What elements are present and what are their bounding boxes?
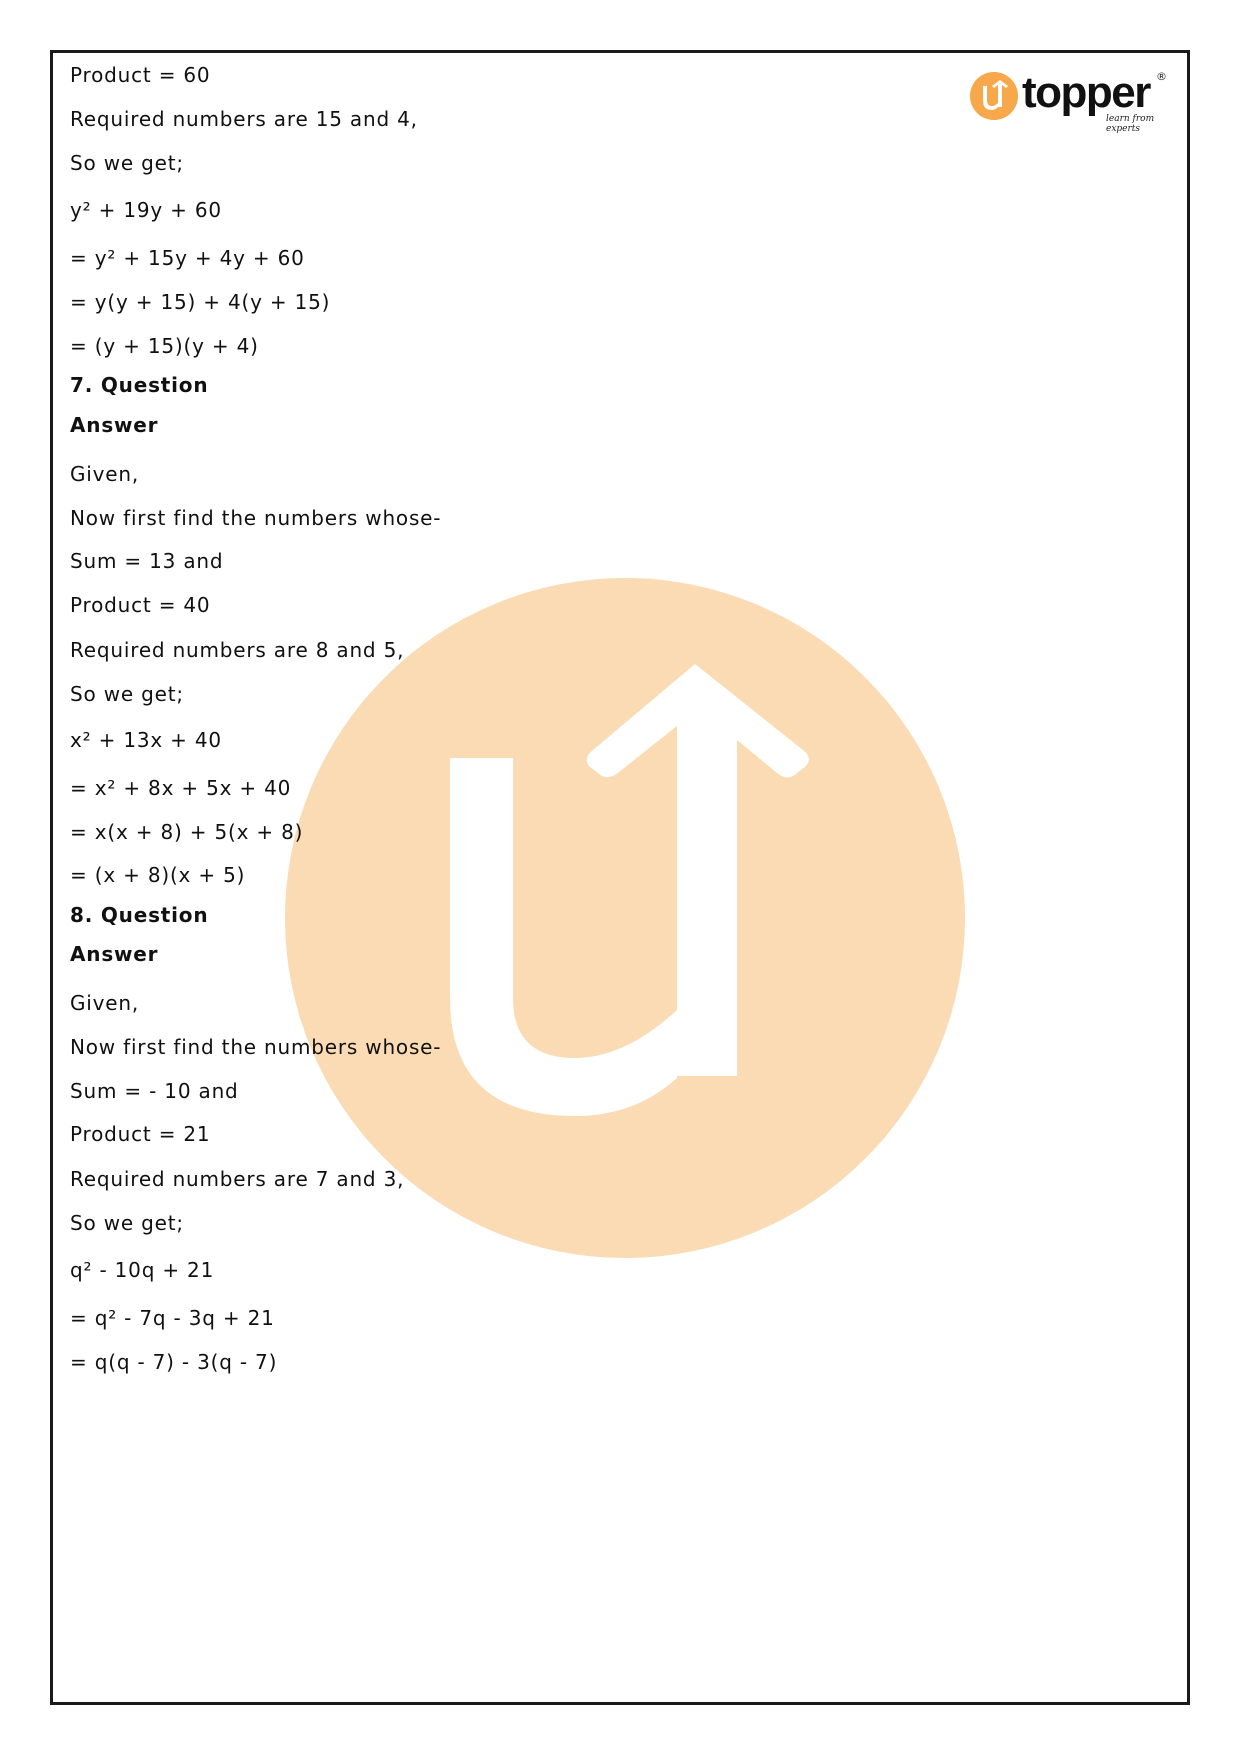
text-line: Product = 40 <box>70 593 211 617</box>
text-line: Product = 60 <box>70 63 211 87</box>
text-line: Sum = 13 and <box>70 549 224 573</box>
text-line: Required numbers are 15 and 4, <box>70 107 418 131</box>
equation-line: = q² - 7q - 3q + 21 <box>70 1306 275 1330</box>
u-arrow-badge-icon <box>970 72 1018 120</box>
text-line: Sum = - 10 and <box>70 1079 239 1103</box>
text-line: So we get; <box>70 682 184 706</box>
text-line: So we get; <box>70 151 184 175</box>
text-line: So we get; <box>70 1211 184 1235</box>
logo-tagline: learn from experts <box>1106 114 1155 134</box>
topper-logo <box>970 70 1170 132</box>
text-line: Now first find the numbers whose- <box>70 506 442 530</box>
text-line: Required numbers are 8 and 5, <box>70 638 405 662</box>
equation-line: = (x + 8)(x + 5) <box>70 863 246 887</box>
text-line: Required numbers are 7 and 3, <box>70 1167 405 1191</box>
equation-line: x² + 13x + 40 <box>70 728 222 752</box>
equation-line: = q(q - 7) - 3(q - 7) <box>70 1350 278 1374</box>
equation-line: q² - 10q + 21 <box>70 1258 215 1282</box>
answer-heading: Answer <box>70 942 159 966</box>
topper-watermark-icon <box>285 578 965 1258</box>
text-line: Now first find the numbers whose- <box>70 1035 442 1059</box>
text-line: Product = 21 <box>70 1122 211 1146</box>
logo-wordmark: topper <box>1022 68 1150 117</box>
question-heading: 8. Question <box>70 903 209 927</box>
equation-line: = x² + 8x + 5x + 40 <box>70 776 292 800</box>
equation-line: = y² + 15y + 4y + 60 <box>70 246 305 270</box>
equation-line: = (y + 15)(y + 4) <box>70 334 259 358</box>
registered-mark: ® <box>1156 70 1167 83</box>
equation-line: y² + 19y + 60 <box>70 198 222 222</box>
answer-heading: Answer <box>70 413 159 437</box>
text-line: Given, <box>70 462 140 486</box>
question-heading: 7. Question <box>70 373 209 397</box>
equation-line: = x(x + 8) + 5(x + 8) <box>70 820 304 844</box>
equation-line: = y(y + 15) + 4(y + 15) <box>70 290 331 314</box>
text-line: Given, <box>70 991 140 1015</box>
